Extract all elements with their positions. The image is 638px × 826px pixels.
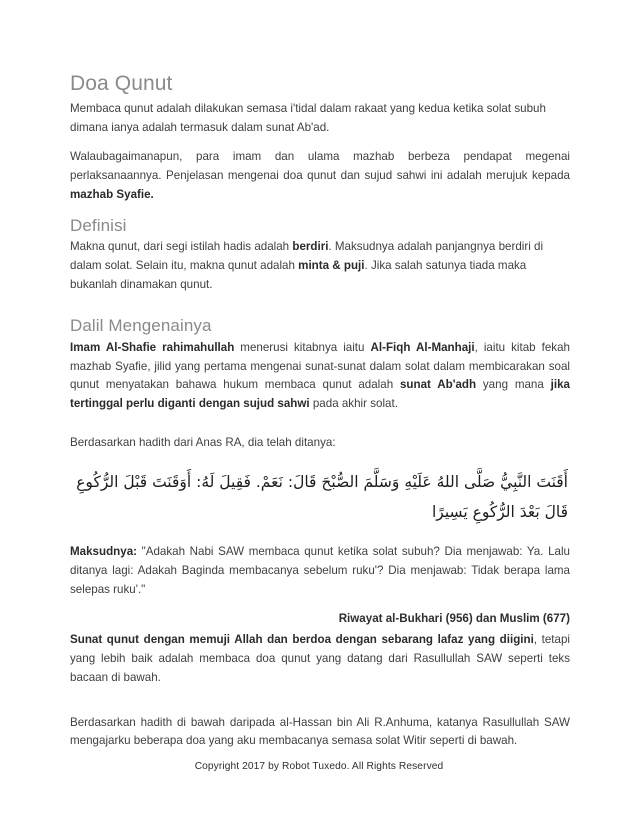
page-footer: Copyright 2017 by Robot Tuxedo. All Rights Reserved (194, 761, 444, 772)
second-paragraph (70, 148, 570, 204)
dalil-text-1: menerusi kitabnya iaitu (234, 340, 371, 354)
meaning-paragraph (70, 543, 570, 599)
meaning-text: "Adakah Nabi SAW membaca qunut ketika solat subuh? Dia menjawab: Ya. Lalu ditanya lagi: Adakah Baginda membacanya sebelum ruku'? Dia menjawab: Tidak berapa lama selepas ruku'." (70, 545, 570, 596)
arabic-hadith-text (70, 467, 570, 527)
section-heading-definisi: Definisi (70, 215, 127, 235)
sunat-text: , tetapi yang lebih baik adalah membaca doa qunut yang datang dari Rasullullah SAW seperti teks bacaan di bawah. (70, 633, 570, 684)
intro-paragraph: Membaca qunut adalah dilakukan semasa i'tidal dalam rakaat yang kedua ketika solat subuh dimana ianya adalah termasuk dalam sunat Ab'ad. (70, 101, 546, 134)
definisi-bold-2: minta & puji (298, 258, 365, 272)
spacer (70, 425, 570, 434)
second-paragraph-bold: mazhab Syafie. (70, 187, 154, 201)
definisi-bold-1: berdiri (292, 240, 329, 254)
arabic-line-1: أَقَنَتَ النَّبِيُّ صَلَّى اللهُ عَلَيْهِ وَسَلَّمَ الصُّبْحَ قَالَ: نَعَمْ. فَقِيلَ لَهُ: أَوَقَنَتَ قَبْلَ الرُّكُوعِ (76, 472, 568, 491)
definisi-text-1: Makna qunut, dari segi istilah hadis adalah (70, 240, 293, 254)
dalil-text-4: pada akhir solat. (309, 397, 398, 411)
dalil-bold-1: Imam Al-Shafie rahimahullah (70, 340, 235, 354)
definisi-paragraph (70, 238, 570, 294)
hadith-attribution: Riwayat al-Bukhari (956) dan Muslim (677) (338, 612, 570, 626)
dalil-paragraph (70, 339, 570, 414)
hadith-intro: Berdasarkan hadith dari Anas RA, dia telah ditanya: (70, 435, 336, 449)
second-paragraph-text: Walaubagaimanapun, para imam dan ulama mazhab berbeza pendapat megenai perlaksanaannya. Penjelasan mengenai doa qunut dan sujud sahwi ini adalah merujuk kepada (70, 150, 570, 183)
definisi-text-2: . Maksudnya adalah panjangnya berdiri di dalam solat. Selain itu, makna qunut adalah (70, 240, 544, 272)
document-content (70, 72, 570, 762)
section-heading-dalil: Dalil Mengenainya (70, 316, 212, 336)
dalil-text-2: , iaitu kitab fekah mazhab Syafie, jilid yang pertama mengenai sunat-sunat dalam solat dalam membicarakan soal qunut menyatakan bahawa hukum membaca qunut adalah (70, 340, 570, 392)
definisi-text-3: . Jika salah satunya tiada maka bukanlah dinamakan qunut. (70, 258, 527, 291)
arabic-line-2: قَالَ بَعْدَ الرُّكُوعِ يَسِيرًا (432, 502, 568, 521)
spacer (70, 699, 570, 714)
dalil-bold-3: sunat Ab'adh (399, 378, 477, 392)
dalil-text-3: yang mana (476, 378, 551, 392)
sunat-paragraph (70, 631, 570, 687)
meaning-label: Maksudnya: (70, 545, 138, 559)
dalil-bold-4: jika tertinggal perlu diganti dengan sujud sahwi (70, 378, 570, 411)
dalil-bold-2: Al-Fiqh Al-Manhaji (370, 340, 475, 354)
closing-paragraph: Berdasarkan hadith di bawah daripada al-Hassan bin Ali R.Anhuma, katanya Rasullullah SAW mengajarku beberapa doa yang aku membacanya semasa solat Witir seperti di bawah. (70, 715, 570, 748)
page-title: Doa Qunut (70, 72, 173, 95)
sunat-bold: Sunat qunut dengan memuji Allah dan berdoa dengan sebarang lafaz yang diigini (70, 633, 534, 647)
